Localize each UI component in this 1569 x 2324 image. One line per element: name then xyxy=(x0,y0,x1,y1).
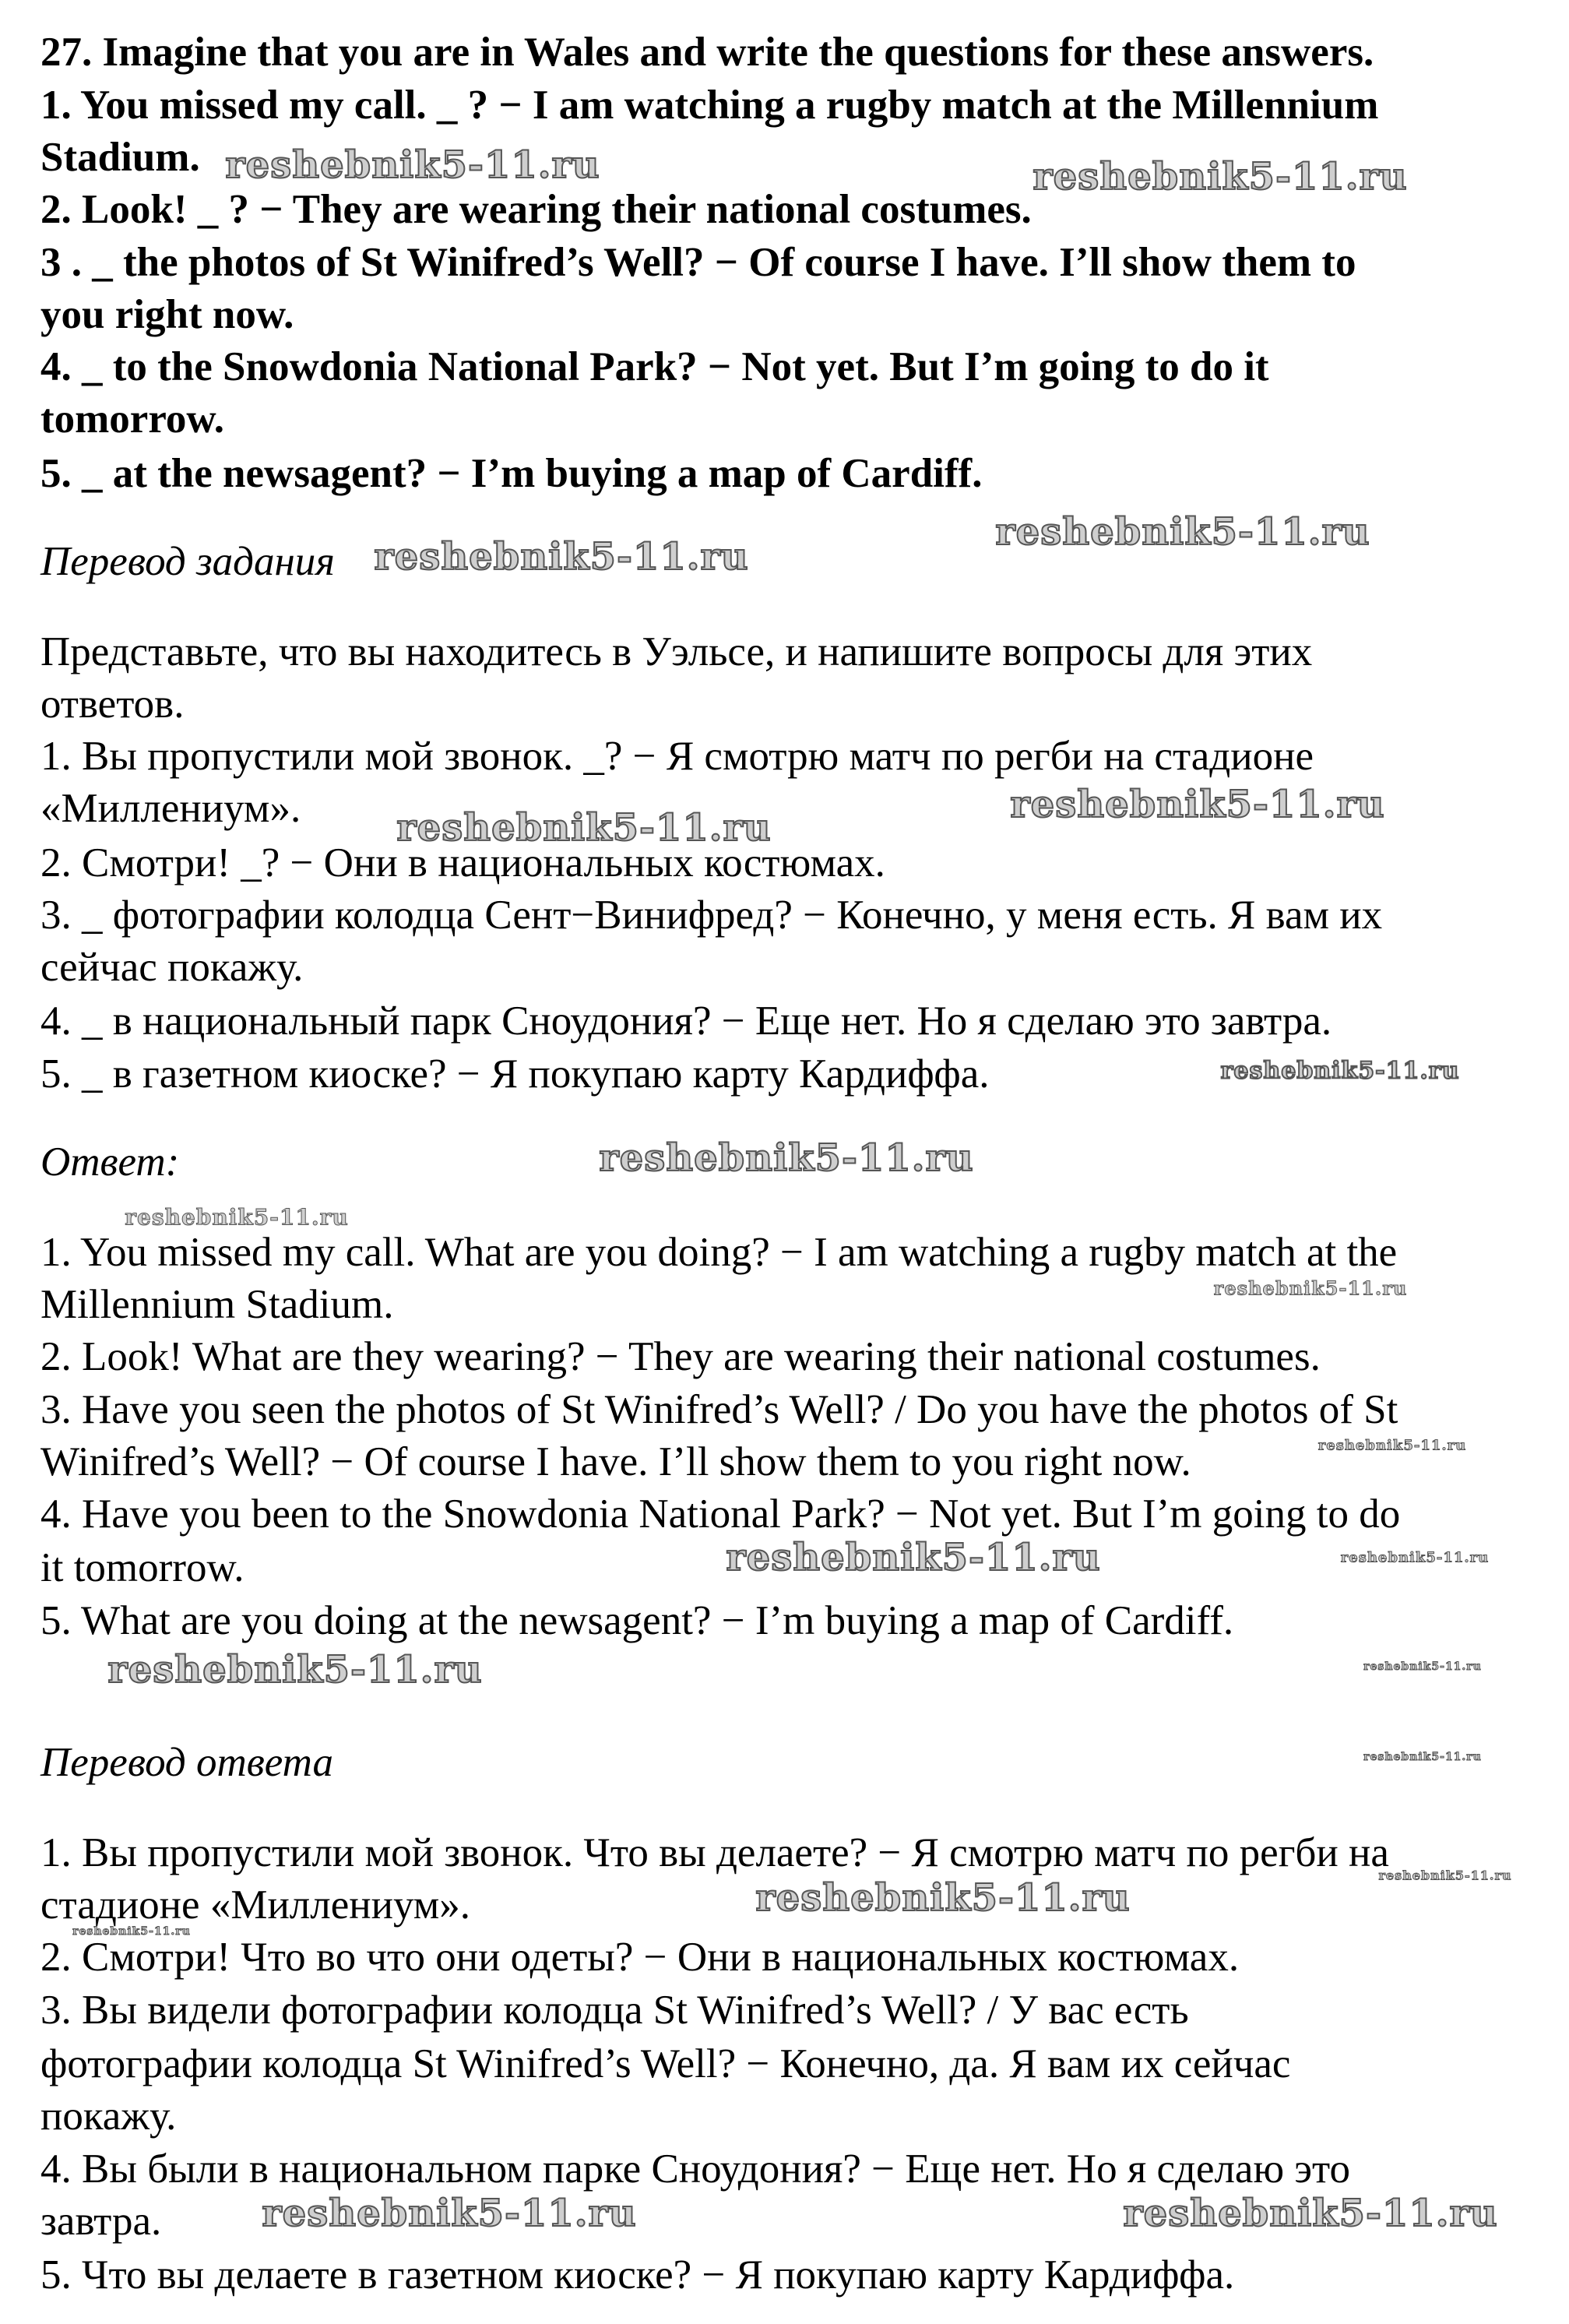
text-line: you right now. xyxy=(40,292,294,337)
text-line: 3. Have you seen the photos of St Winifred’s Well? / Do you have the photos of St xyxy=(40,1387,1398,1432)
watermark: reshebnik5-11.ru xyxy=(1363,1660,1482,1673)
text-line: завтра. xyxy=(40,2199,162,2244)
text-line: 1. You missed my call. _ ? − I am watching a rugby match at the Millennium xyxy=(40,83,1379,128)
text-line: 5. Что вы делаете в газетном киоске? − Я покупаю карту Кардиффа. xyxy=(40,2252,1235,2298)
text-line: 2. Смотри! _? − Они в национальных костюмах. xyxy=(40,840,885,886)
text-line: покажу. xyxy=(40,2093,177,2139)
text-line: 4. Have you been to the Snowdonia National Park? − Not yet. But I’m going to do xyxy=(40,1491,1401,1537)
text-line: стадионе «Миллениум». xyxy=(40,1882,471,1928)
text-line: Представьте, что вы находитесь в Уэльсе, и напишите вопросы для этих xyxy=(40,629,1313,674)
text-line: Winifred’s Well? − Of course I have. I’ll show them to you right now. xyxy=(40,1439,1191,1484)
watermark: reshebnik5-11.ru xyxy=(1378,1868,1512,1883)
section-heading: Перевод задания xyxy=(40,539,335,584)
watermark: reshebnik5-11.ru xyxy=(1213,1276,1408,1300)
text-line: Millennium Stadium. xyxy=(40,1282,394,1327)
text-line: ответов. xyxy=(40,681,185,727)
watermark: reshebnik5-11.ru xyxy=(599,1136,974,1180)
watermark: reshebnik5-11.ru xyxy=(755,1876,1131,1920)
watermark: reshebnik5-11.ru xyxy=(995,510,1370,554)
watermark: reshebnik5-11.ru xyxy=(1010,783,1385,826)
section-heading: Ответ: xyxy=(40,1139,180,1185)
watermark: reshebnik5-11.ru xyxy=(72,1925,191,1938)
text-line: Stadium. xyxy=(40,135,200,180)
watermark: reshebnik5-11.ru xyxy=(1033,155,1408,199)
text-line: 5. _ at the newsagent? − I’m buying a map of Cardiff. xyxy=(40,451,983,496)
text-line: 1. Вы пропустили мой звонок. Что вы делаете? − Я смотрю матч по регби на xyxy=(40,1830,1389,1875)
text-line: 5. _ в газетном киоске? − Я покупаю карту Кардиффа. xyxy=(40,1051,990,1097)
text-line: 3 . _ the photos of St Winifred’s Well? − Of course I have. I’ll show them to xyxy=(40,240,1356,285)
watermark: reshebnik5-11.ru xyxy=(125,1204,349,1231)
text-line: 2. Look! What are they wearing? − They are wearing their national costumes. xyxy=(40,1334,1321,1379)
text-line: 4. _ to the Snowdonia National Park? − Not yet. But I’m going to do it xyxy=(40,344,1269,389)
watermark: reshebnik5-11.ru xyxy=(396,806,772,850)
text-line: фотографии колодца St Winifred’s Well? − Конечно, да. Я вам их сейчас xyxy=(40,2041,1291,2086)
watermark: reshebnik5-11.ru xyxy=(262,2192,637,2235)
text-line: «Миллениум». xyxy=(40,786,301,831)
watermark: reshebnik5-11.ru xyxy=(1317,1437,1467,1454)
text-line: 5. What are you doing at the newsagent? − I’m buying a map of Cardiff. xyxy=(40,1598,1234,1643)
watermark: reshebnik5-11.ru xyxy=(726,1536,1101,1579)
text-line: 1. You missed my call. What are you doing? − I am watching a rugby match at the xyxy=(40,1230,1398,1275)
watermark: reshebnik5-11.ru xyxy=(1340,1549,1490,1566)
watermark: reshebnik5-11.ru xyxy=(1363,1751,1482,1763)
text-line: 2. Смотри! Что во что они одеты? − Они в национальных костюмах. xyxy=(40,1935,1240,1980)
text-line: 4. Вы были в национальном парке Сноудония? − Еще нет. Но я сделаю это xyxy=(40,2146,1350,2192)
text-line: tomorrow. xyxy=(40,396,224,442)
watermark: reshebnik5-11.ru xyxy=(1123,2192,1498,2235)
text-line: 1. Вы пропустили мой звонок. _? − Я смотрю матч по регби на стадионе xyxy=(40,734,1314,779)
watermark: reshebnik5-11.ru xyxy=(374,535,749,579)
text-line: 4. _ в национальный парк Сноудония? − Еще нет. Но я сделаю это завтра. xyxy=(40,998,1332,1044)
section-heading: Перевод ответа xyxy=(40,1740,334,1785)
watermark: reshebnik5-11.ru xyxy=(225,143,600,187)
text-line: 3. _ фотографии колодца Сент−Винифред? − Конечно, у меня есть. Я вам их xyxy=(40,893,1383,938)
text-line: 27. Imagine that you are in Wales and write the questions for these answers. xyxy=(40,30,1374,75)
text-line: it tomorrow. xyxy=(40,1545,244,1590)
text-line: 3. Вы видели фотографии колодца St Winifred’s Well? / У вас есть xyxy=(40,1988,1189,2033)
text-line: 2. Look! _ ? − They are wearing their national costumes. xyxy=(40,187,1032,232)
watermark: reshebnik5-11.ru xyxy=(1220,1057,1460,1085)
watermark: reshebnik5-11.ru xyxy=(107,1648,483,1692)
text-line: сейчас покажу. xyxy=(40,945,304,990)
